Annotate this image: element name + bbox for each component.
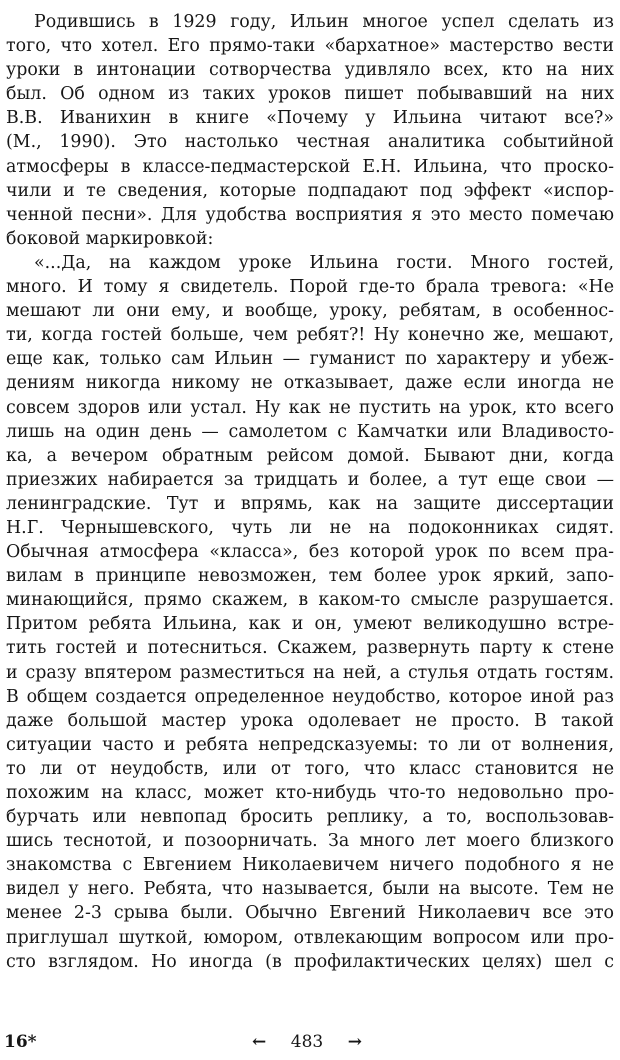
text-line: сто взглядом. Но иногда (в профилактических целях) шел с [6, 951, 614, 972]
page-footer [0, 1028, 620, 1056]
text-line: лишь на один день — самолетом с Камчатки или Владивосто- [6, 421, 614, 442]
text-line: дениям никогда никому не отказывает, даже если иногда не [6, 373, 614, 394]
text-line: даже большой мастер урока одолевает не просто. В такой [6, 710, 614, 731]
text-line: ченной песни». Для удобства восприятия я это место помечаю [6, 204, 614, 225]
page-navigation [252, 1032, 362, 1052]
text-line: мешают ли они ему, и вообще, уроку, ребятам, в особеннос- [6, 301, 614, 322]
text-line: и сразу впятером разместиться на ней, а стулья отдать гостям. [6, 662, 614, 683]
text-line: того, что хотел. Его прямо-таки «бархатное» мастерство вести [6, 36, 614, 57]
text-line: чили и те сведения, которые подпадают под эффект «испор- [6, 180, 614, 201]
text-line: «...Да, на каждом уроке Ильина гости. Много гостей, [34, 252, 614, 273]
text-line: уроки в интонации сотворчества удивляло всех, кто на них [6, 60, 614, 81]
text-line: Родившись в 1929 году, Ильин многое успел сделать из [34, 12, 614, 32]
text-line: Обычная атмосфера «класса», без которой урок по всем пра- [6, 542, 614, 563]
text-line: ти, когда гостей больше, чем ребят?! Ну конечно же, мешают, [6, 325, 614, 346]
text-line: ситуации часто и ребята непредсказуемы: то ли от волнения, [6, 734, 614, 755]
text-line: В.В. Иванихин в книге «Почему у Ильина читают все?» [6, 108, 614, 129]
text-line: боковой маркировкой: [6, 228, 214, 249]
text-line: тить гостей и потесниться. Скажем, развернуть парту к стене [6, 638, 614, 659]
text-line: атмосферы в классе-педмастерской Е.Н. Ильина, что проско- [6, 156, 614, 177]
text-line: знакомства с Евгением Николаевичем ничего подобного я не [6, 855, 614, 876]
text-line: шись теснотой, и позоорничать. За много лет моего близкого [6, 831, 614, 852]
text-line: (М., 1990). Это настолько честная аналитика событийной [6, 132, 614, 153]
text-line: похожим на класс, может кто-нибудь что-то недовольно про- [6, 783, 614, 803]
text-line: вилам в принципе невозможен, тем более урок яркий, запо- [6, 566, 614, 587]
text-line: много. И тому я свидетель. Порой где-то брала тревога: «Не [6, 277, 614, 298]
text-line: ка, а вечером обратным рейсом домой. Бывают дни, когда [6, 445, 614, 466]
text-line: Притом ребята Ильина, как и он, умеют великодушно встре- [6, 614, 614, 635]
arrow-right-icon[interactable]: → [347, 1032, 362, 1052]
text-line: видел у него. Ребята, что называется, были на высоте. Тем не [6, 879, 614, 900]
body-text [6, 10, 614, 974]
text-line: менее 2-3 срыва были. Обычно Евгений Николаевич все это [6, 903, 614, 924]
text-line: минающийся, прямо скажем, в каком-то смысле разрушается. [6, 590, 614, 611]
text-line: еще как, только сам Ильин — гуманист по характеру и убеж- [6, 349, 614, 370]
arrow-left-icon[interactable]: ← [252, 1032, 267, 1052]
text-line: то ли от неудобств, или от того, что класс становится не [6, 758, 614, 779]
text-line: совсем здоров или устал. Ну как не пустить на урок, кто всего [6, 397, 614, 418]
text-line: ленинградские. Тут и впрямь, как на защите диссертации [6, 493, 614, 514]
page-number: 483 [290, 1032, 324, 1052]
text-line: В общем создается определенное неудобство, которое иной раз [6, 686, 614, 707]
text-line: приглушал шуткой, юмором, отвлекающим вопросом или про- [6, 927, 614, 948]
printer-signature-mark: 16* [4, 1032, 37, 1052]
text-line: приезжих набирается за тридцать и более, а тут еще свои — [6, 469, 614, 490]
text-line: Н.Г. Чернышевского, чуть ли не на подоконниках сидят. [6, 517, 614, 538]
text-line: бурчать или невпопад бросить реплику, а то, воспользовав- [6, 807, 614, 828]
text-line: был. Об одном из таких уроков пишет побывавший на них [6, 84, 614, 105]
